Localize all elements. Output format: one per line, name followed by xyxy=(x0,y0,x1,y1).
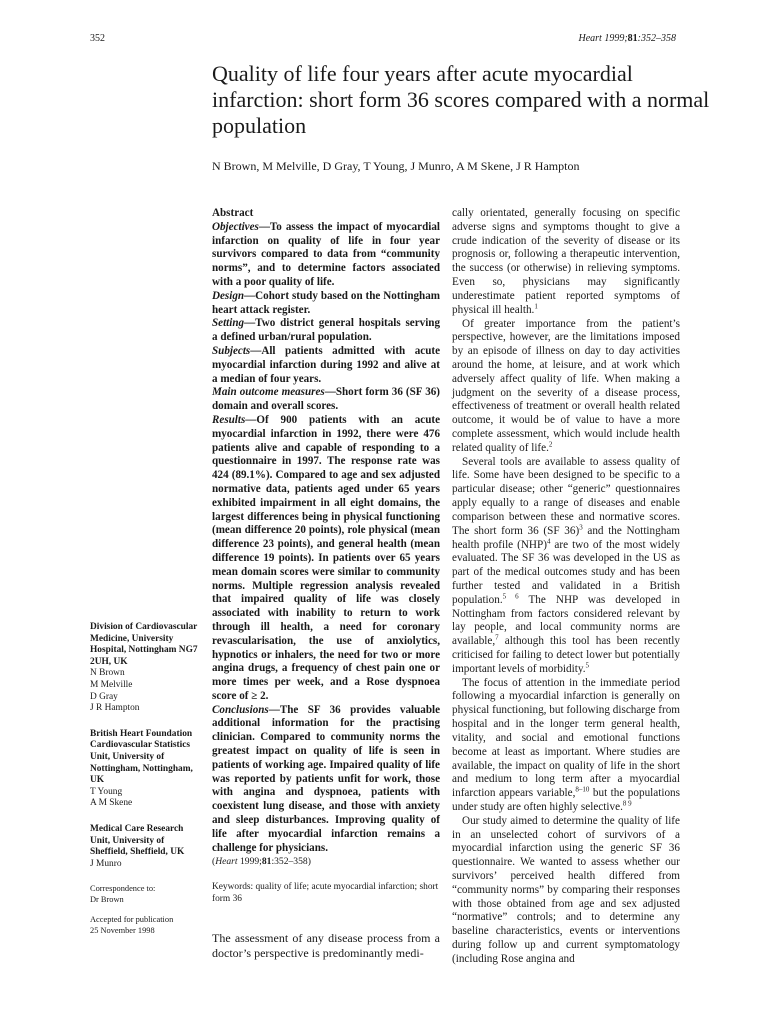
reference-mark: 5 xyxy=(585,661,590,670)
journal-volume: 81 xyxy=(627,33,638,44)
affiliation xyxy=(90,729,200,810)
citation-journal: Heart xyxy=(215,856,238,868)
body-paragraph xyxy=(452,207,680,318)
journal-reference xyxy=(578,33,676,44)
correspondence-label: Correspondence to: xyxy=(90,884,156,894)
section-text: —Two district general hospitals serving a defined urban/rural population. xyxy=(212,317,440,344)
abstract-section xyxy=(212,317,440,345)
article-title: Quality of life four years after acute myocardial infarction: short form 36 scores compared with a normal population xyxy=(212,61,710,138)
section-label: Results xyxy=(212,413,246,426)
affiliation-institution: Division of Cardiovascular Medicine, University Hospital, Nottingham NG7 2UH, UK xyxy=(90,622,198,667)
section-text: —Short form 36 (SF 36) domain and overall scores. xyxy=(212,386,440,413)
reference-mark: 2 xyxy=(548,440,553,449)
citation-year: 1999; xyxy=(237,856,262,868)
section-label: Setting xyxy=(212,317,245,330)
section-label: Objectives xyxy=(212,220,259,233)
reference-mark: 7 xyxy=(495,633,499,642)
abstract-section xyxy=(212,221,440,290)
affiliations-sidebar xyxy=(90,622,200,946)
journal-pages: :352–358 xyxy=(637,33,676,44)
body-paragraph xyxy=(452,456,680,677)
affiliation-person: N Brown xyxy=(90,668,125,679)
body-paragraph xyxy=(452,677,680,815)
section-text: —Of 900 patients with an acute myocardial infarction in 1992, there were 476 patients alive and capable of responding to a questionnaire in 1997. The response rate was 424 (89.1%). Compared to age and sex adjusted normative data, patients aged under 65 years exhibited impairment in all eight domains, the largest differences being in physical functioning (mean difference 20 points), role physical (mean difference 23 points), and general health (mean difference 19 points). In patients over 65 years mean domain scores were similar to community norms. Multiple regression analysis revealed that impaired quality of life was closely associated with inability to return to work through ill health, a need for coronary revascularisation, the use of anxiolytics, hypnotics or inhalers, the need for two or more angina drugs, a frequency of chest pain one or more times per week, and a Rose dyspnoea score of ≥ 2. xyxy=(212,413,440,702)
affiliation xyxy=(90,622,200,715)
correspondence xyxy=(90,884,200,905)
paragraph-text: Of greater importance from the patient’s perspective, however, are the limitations imposed by an episode of illness on day to day activities around the home, at leisure, and at work which adversely affect quality of life. When making a judgment on the severity of a disease process, effectiveness of treatment or overall health related outcome, it would be of value to have a more complete assessment, which would include health related quality of life. xyxy=(452,317,680,454)
affiliation-person: A M Skene xyxy=(90,798,133,809)
paragraph-text: Our study aimed to determine the quality of life in an unselected cohort of survivors of a myocardial infarction using the generic SF 36 questionnaire. We wanted to assess whether our survivors’ perceived health differed from “community norms” by comparing their responses with those obtained from age and sex adjusted “normative” controls; and to determine any baseline characteristics, events or interventions during follow up and current symptomatology (including Rose angina and xyxy=(452,814,680,965)
page-number: 352 xyxy=(90,33,105,44)
reference-mark: 8–10 xyxy=(575,785,590,794)
section-text: —The SF 36 provides valuable additional information for the practising clinician. Compared to community norms the greatest impact on quality of life is seen in patients of working age. Impaired quality of life was reported by patients unfit for work, those with angina and dyspnoea, patients with coexistent lung disease, and those with anxiety and sleep disturbances. Improving quality of life after myocardial infarction remains a challenge for physicians. xyxy=(212,703,440,854)
citation-pages: :352–358) xyxy=(271,856,311,868)
acceptance-note xyxy=(90,915,200,936)
accepted-date: 25 November 1998 xyxy=(90,925,155,935)
citation-open: ( xyxy=(212,856,216,868)
body-paragraph xyxy=(452,318,680,456)
affiliation-person: T Young xyxy=(90,786,123,797)
paragraph-text: cally orientated, generally focusing on specific adverse signs and symptoms thought to give a crude indication of the severity of disease or its prognosis or, following a therapeutic intervention, the success (or otherwise) in relieving symptoms. Even so, physicians may significantly underestimate patient reported symptoms of physical ill health. xyxy=(452,207,680,316)
affiliation-person: J R Hampton xyxy=(90,703,140,714)
reference-mark: 3 xyxy=(579,522,583,531)
section-label: Conclusions xyxy=(212,703,269,716)
reference-mark: 5 6 xyxy=(502,592,519,601)
paragraph-text: although this tool has been recently criticised for failing to detect lower but potentially important levels of morbidity. xyxy=(452,635,680,675)
abstract xyxy=(212,207,440,869)
keywords: Keywords: quality of life; acute myocardial infarction; short form 36 xyxy=(212,882,439,904)
section-text: —To assess the impact of myocardial infarction on quality of life in four year survivors compared to data from “community norms”, and to determine factors associated with a poor quality of life. xyxy=(212,220,440,288)
paragraph-text: but the populations under study are often highly selective. xyxy=(452,787,680,813)
paragraph-text: The focus of attention in the immediate period following a myocardial infarction is generally on physical functioning, but following discharge from hospital and in the longer term general health, vitality, and social and emotional functions become at least as important. Where studies are available, the impact on quality of life in the short and medium to long term after a myocardial infarction appears variable, xyxy=(452,676,680,800)
paragraph-text: The NHP was developed in Nottingham from factors considered relevant by lay people, and local community norms are available, xyxy=(452,593,681,648)
section-text: —All patients admitted with acute myocardial infarction during 1992 and alive at a median of four years. xyxy=(212,344,440,385)
abstract-section xyxy=(212,704,440,856)
section-label: Main outcome measures xyxy=(212,386,325,399)
abstract-section xyxy=(212,386,440,414)
affiliation-institution: Medical Care Research Unit, University of Sheffield, Sheffield, UK xyxy=(90,823,185,858)
reference-mark: 8 9 xyxy=(622,799,632,808)
journal-year: 1999; xyxy=(604,33,628,44)
citation-volume: 81 xyxy=(261,856,272,868)
abstract-section xyxy=(212,290,440,318)
body-column-right xyxy=(452,207,680,967)
paragraph-text: Several tools are available to assess quality of life. Some have been designed to be specific to a particular disease; other “generic” questionnaires apply equally to a range of diseases and enable comparison between these and normative scores. The short form 36 (SF 36) xyxy=(452,455,680,537)
author-list: N Brown, M Melville, D Gray, T Young, J Munro, A M Skene, J R Hampton xyxy=(212,159,580,173)
affiliation-person: D Gray xyxy=(90,691,118,702)
section-label: Subjects xyxy=(212,344,251,357)
accepted-label: Accepted for publication xyxy=(90,915,174,925)
abstract-section xyxy=(212,414,440,704)
correspondence-name: Dr Brown xyxy=(90,894,124,904)
section-label: Design xyxy=(212,289,245,302)
intro-paragraph: The assessment of any disease process from a doctor’s perspective is predominantly medi- xyxy=(212,931,440,960)
affiliation xyxy=(90,824,200,870)
reference-mark: 4 xyxy=(546,536,551,545)
journal-name: Heart xyxy=(578,33,602,44)
abstract-section xyxy=(212,345,440,386)
affiliation-person: J Munro xyxy=(90,858,122,869)
body-paragraph xyxy=(452,815,680,967)
section-text: —Cohort study based on the Nottingham heart attack register. xyxy=(212,289,440,316)
abstract-heading: Abstract xyxy=(212,207,254,219)
paragraph-text: and the Nottingham health profile (NHP) xyxy=(452,524,680,551)
paragraph-text: are two of the most widely evaluated. The SF 36 was developed in the US as part of the medical outcomes study and has been further tested and validated in a British population. xyxy=(452,538,680,606)
affiliation-institution: British Heart Foundation Cardiovascular Statistics Unit, University of Nottingham, Nottingham, UK xyxy=(90,728,193,786)
abstract-citation xyxy=(212,855,440,869)
reference-mark: 1 xyxy=(534,301,538,310)
affiliation-person: M Melville xyxy=(90,679,133,690)
